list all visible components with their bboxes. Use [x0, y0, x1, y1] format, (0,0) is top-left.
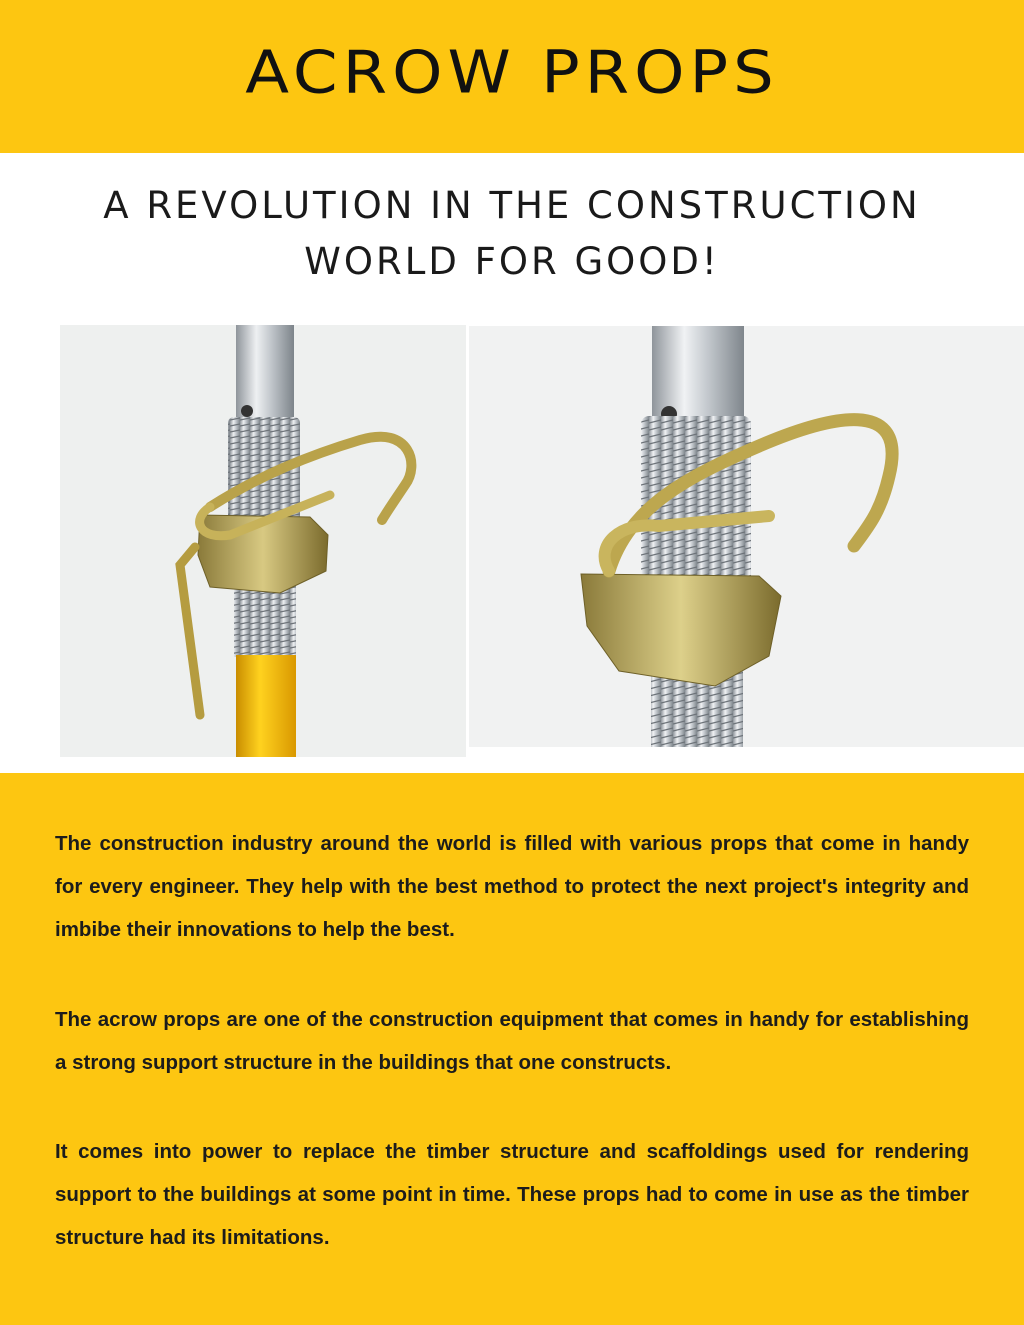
subtitle-line-2: WORLD FOR GOOD!: [304, 240, 720, 283]
body-paragraph-1: The construction industry around the world is filled with various props that come in handy for every engineer. They help with the best method to protect the next project's integrity and imbibe their innovations to help the best.: [55, 832, 969, 941]
body-paragraph-2: The acrow props are one of the construction equipment that comes in handy for establishing a strong support structure in the buildings that one constructs.: [55, 1008, 969, 1074]
header-band: [0, 0, 1024, 153]
page-subtitle: [0, 178, 1024, 290]
acrow-prop-photo-left: [60, 325, 466, 757]
page-title: ACROW PROPS: [245, 38, 779, 107]
body-paragraph-3: It comes into power to replace the timber structure and scaffoldings used for rendering support to the buildings at some point in time. These props had to come in use as the timber structure had its limitations.: [55, 1140, 969, 1249]
subtitle-line-1: A REVOLUTION IN THE CONSTRUCTION: [103, 184, 921, 227]
acrow-prop-photo-right: [469, 326, 1024, 747]
